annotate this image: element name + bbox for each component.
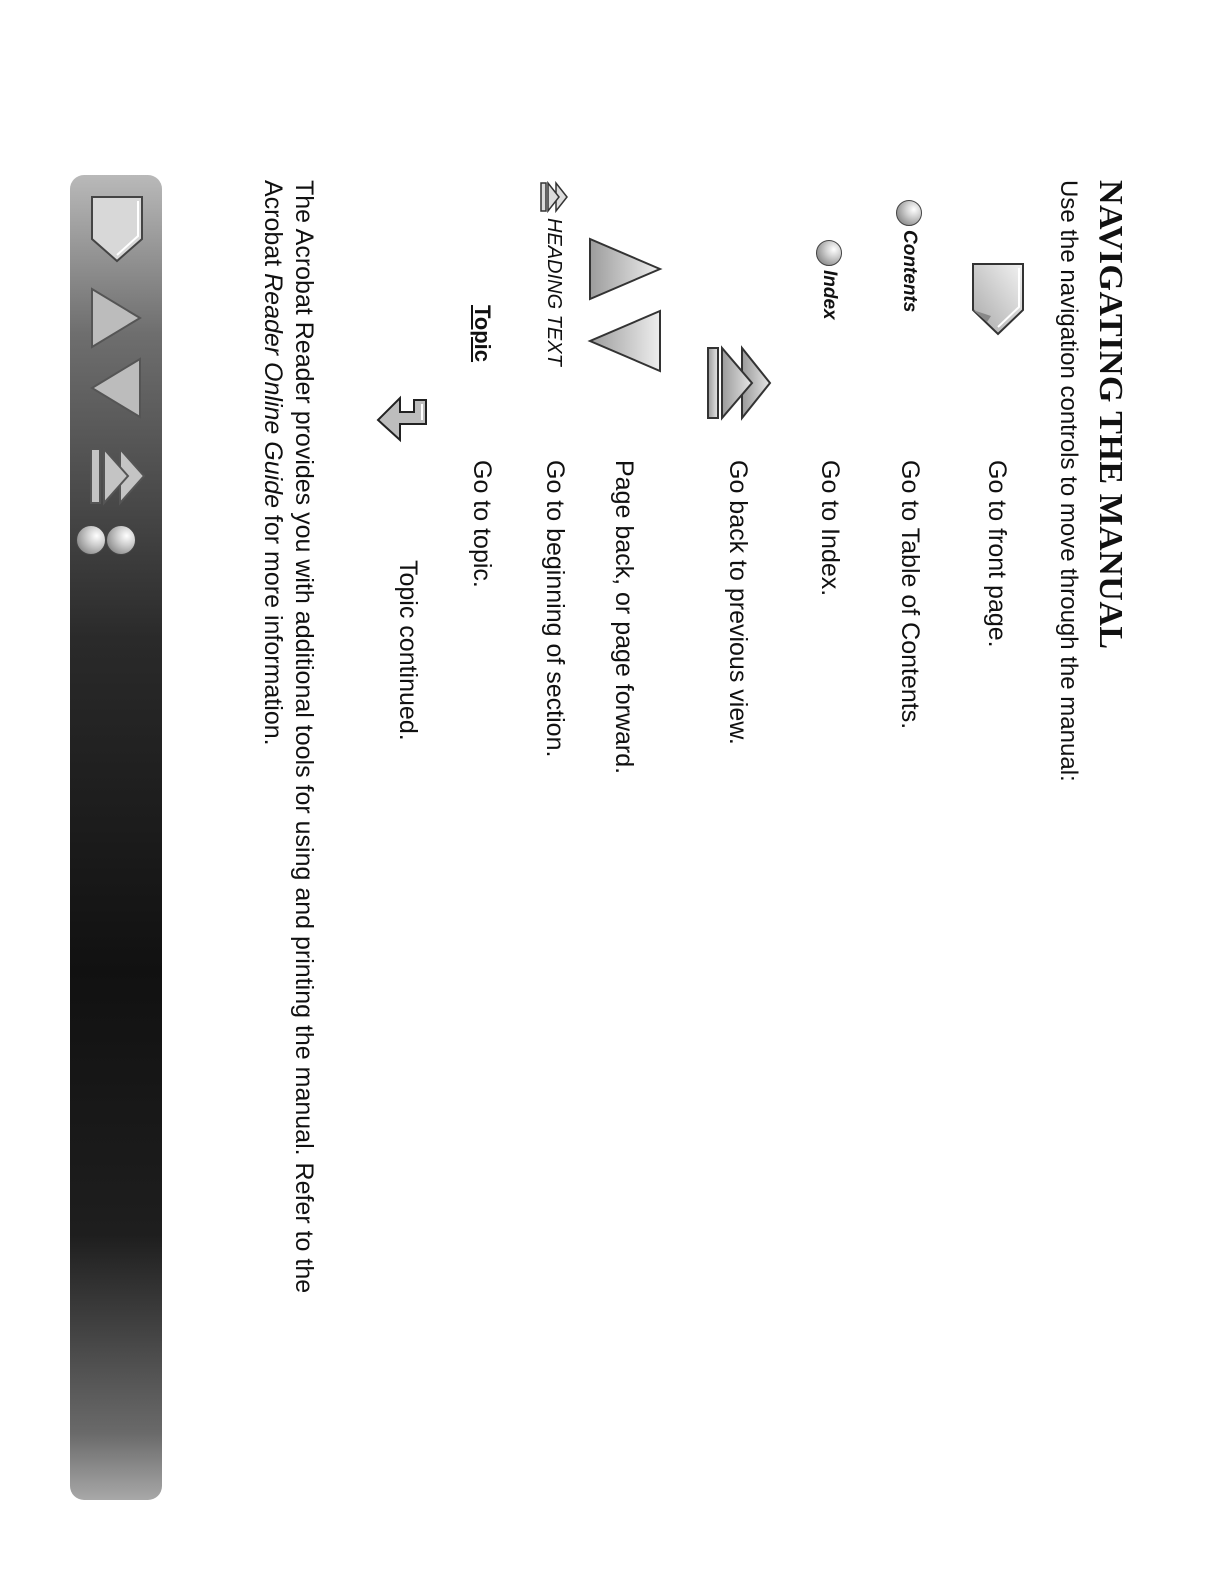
toolbar-index-icon[interactable]: [71, 525, 106, 555]
page-title: NAVIGATING THE MANUAL: [1092, 180, 1129, 650]
index-button[interactable]: [816, 240, 842, 320]
intro-text: Use the navigation controls to move through the manual:: [1055, 180, 1082, 782]
heading-text-link[interactable]: [539, 180, 569, 366]
heading-text-description: Go to beginning of section.: [541, 460, 569, 758]
toolbar-back-view-icon[interactable]: [84, 443, 148, 509]
toolbar-front-page-icon[interactable]: [86, 193, 148, 265]
front-page-description: Go to front page.: [983, 460, 1011, 648]
heading-text-label: HEADING TEXT: [543, 218, 566, 366]
topic-continued-description: Topic continued.: [394, 560, 422, 741]
topic-continued-arrow-icon[interactable]: [374, 390, 430, 452]
contents-button-label: Contents: [899, 230, 920, 313]
toolbar-contents-icon[interactable]: [101, 525, 136, 555]
toolbar-page-back-icon[interactable]: [88, 285, 144, 351]
topic-link[interactable]: Topic: [470, 305, 495, 363]
contents-button[interactable]: [896, 200, 922, 312]
front-page-icon[interactable]: [967, 260, 1029, 338]
index-description: Go to Index.: [816, 460, 844, 597]
index-button-icon: [816, 240, 842, 266]
contents-description: Go to Table of Contents.: [896, 460, 924, 730]
toolbar-page-forward-icon[interactable]: [88, 355, 144, 421]
page-back-forward-icon[interactable]: [586, 235, 664, 375]
navigation-toolbar: [70, 175, 162, 1500]
page-navigation-description: Page back, or page forward.: [610, 460, 638, 775]
back-view-description: Go back to previous view.: [724, 460, 752, 745]
section-start-icon: [539, 180, 569, 214]
index-button-label: Index: [819, 270, 840, 320]
contents-button-icon: [896, 200, 922, 226]
back-view-icon[interactable]: [702, 340, 774, 426]
topic-description: Go to topic.: [468, 460, 496, 588]
reader-online-guide-title: Reader Online Guide: [259, 273, 287, 508]
acrobat-info-paragraph: The Acrobat Reader provides you with additional tools for using and printing the manual. Refer to the Acrobat Reader Online Guide for more information.: [259, 180, 318, 1294]
